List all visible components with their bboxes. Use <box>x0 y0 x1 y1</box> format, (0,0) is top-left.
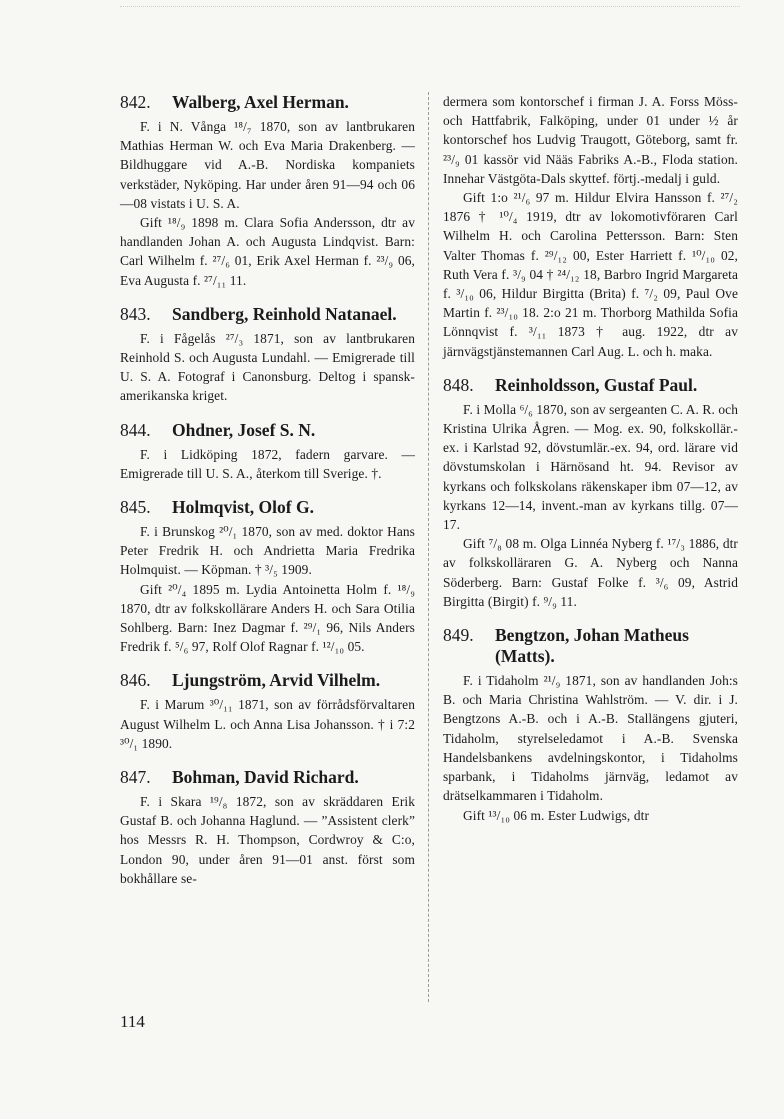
entry-843 <box>120 304 415 406</box>
entry-name: Reinholdsson, Gustaf Paul. <box>495 374 698 395</box>
entry-heading <box>120 420 415 441</box>
entry-number: 847. <box>120 767 151 788</box>
entry-844 <box>120 420 415 483</box>
entry-paragraph: Gift ⁷/₈ 08 m. Olga Linnéa Nyberg f. ¹⁷/₃ 1886, dtr av folkskolläraren G. A. Nyberg och Nanna Söderberg. Barn: Gustaf Folke f. ³/₆ 09, Astrid Birgitta (Birgit) f. ⁹/₉ 11. <box>443 536 738 609</box>
entry-paragraph: Gift ²⁰/₄ 1895 m. Lydia Antoinetta Holm f. ¹⁸/₉ 1870, dtr av folkskollärare Anders H. och Sara Otilia Sohlberg. Barn: Inez Dagmar f. ²⁹/₁ 96, Nils Anders Fredrik f. ⁵/₆ 97, Rolf Olof Ragnar f. ¹²/₁₀ 05. <box>120 581 415 655</box>
entry-paragraph: F. i Fågelås ²⁷/₃ 1871, son av lantbrukaren Reinhold S. och Augusta Lundahl. — Emigrerade till U. S. A. Fotograf i Canonsburg. Deltog i spansk-amerikanska kriget. <box>120 330 415 404</box>
entry-paragraph: Gift ¹³/₁₀ 06 m. Ester Ludwigs, dtr <box>463 807 649 823</box>
entry-number: 843. <box>120 303 151 324</box>
entry-name: Holmqvist, Olof G. <box>172 497 314 518</box>
entry-heading <box>443 375 738 396</box>
entry-845 <box>120 497 415 656</box>
entry-846 <box>120 670 415 753</box>
entry-paragraph: F. i Skara ¹⁹/₈ 1872, son av skräddaren Erik Gustaf B. och Johanna Haglund. — ”Assistent clerk” hos Messrs R. H. Thompson, Cordwroy & C:o, London 90, under åren 91—01 anst. först som bokhållare se- <box>120 794 415 886</box>
entry-paragraph: F. i Molla ⁶/₆ 1870, son av sergeanten C. A. R. och Kristina Ulrika Ågren. — Mog. ex. 90, folkskollär.-ex. i Karlstad 92, dövstumlär.-ex. 94, ord. lärare vid dövstumskolan i Härnösand ht. 94. Revisor av kyrkans och folkskolans räkenskaper ibm 07—12, av kyrkans 12—14, invent.-man av kyrkans tillg. 07—17. <box>443 401 738 533</box>
entry-847 <box>120 767 415 888</box>
entry-paragraph: F. i Brunskog ²⁰/₁ 1870, son av med. doktor Hans Peter Fredrik H. och Andrietta Maria Fredrika Holmquist. — Köpman. † ³/₅ 1909. <box>120 524 415 578</box>
entry-paragraph: F. i Lidköping 1872, fadern garvare. — Emigrerade till U. S. A., återkom till Sverige. †. <box>120 446 415 481</box>
entry-paragraph: F. i N. Vånga ¹⁸/₇ 1870, son av lantbrukaren Mathias Herman W. och Eva Maria Drakenberg. — Bildhuggare vid A.-B. Nordiska kompaniets verkstäder, Nyköping. Har under åren 91—94 och 06—08 vistats i U. S. A. <box>120 119 415 211</box>
entry-heading <box>120 497 415 518</box>
entry-849 <box>443 625 738 825</box>
entry-heading <box>443 625 738 667</box>
left-column <box>120 92 415 902</box>
entry-848 <box>443 375 738 611</box>
entry-heading <box>120 767 415 788</box>
entry-number: 842. <box>120 92 151 112</box>
entry-number: 849. <box>443 625 474 646</box>
entry-name: Walberg, Axel Herman. <box>172 92 349 112</box>
entry-number: 846. <box>120 670 151 691</box>
entry-name: Bohman, David Richard. <box>172 767 359 788</box>
entry-paragraph: Gift 1:o ²¹/₆ 97 m. Hildur Elvira Hansson f. ²⁷/₂ 1876 † ¹⁰/₄ 1919, dtr av lokomotivföraren Carl Wilhelm H. och Carolina Pettersson. Barn: Sten Valter Thomas f. ²⁹/₁₂ 00, Ester Harriett f. ¹⁰/₁₀ 02, Ruth Vera f. ³/₉ 04 † ²⁴/₁₂ 18, Barbro Ingrid Margareta f. ³/₁₀ 06, Hildur Birgitta (Brita) f. ⁷/₂ 09, Paul Ove Martin f. ²³/₁₀ 18. 2:o 21 m. Thorborg Mathilda Sofia Lönnqvist f. ³/₁₁ 1873 † aug. 1922, dtr av järnvägstjänstemannen Carl Aug. L. och h. maka. <box>443 190 738 359</box>
page-edge-line <box>120 6 740 7</box>
column-divider <box>428 92 429 1002</box>
entry-paragraph: dermera som kontorschef i firman J. A. Forss Möss- och Hattfabrik, Falköping, under 01 under ½ år kontorschef hos Ludvig Traugott, Göteborg, samt fr. ²³/₉ 01 kassör vid Nääs Fabriks A.-B., Floda station. Innehar Västgöta-Dals skyttef. förtj.-medalj i guld. <box>443 94 738 186</box>
entry-number: 844. <box>120 419 151 440</box>
entry-847-continuation <box>443 92 738 361</box>
entry-heading <box>120 670 415 691</box>
entry-paragraph: Gift ¹⁸/₉ 1898 m. Clara Sofia Andersson, dtr av handlanden Johan A. och Augusta Lindqvist. Barn: Carl Wilhelm f. ²⁷/₆ 01, Erik Axel Herman f. ²³/₉ 06, Eva Augusta f. ²⁷/₁₁ 11. <box>120 215 415 288</box>
entry-name: Sandberg, Reinhold Natanael. <box>172 303 397 324</box>
entry-paragraph: F. i Marum ³⁰/₁₁ 1871, son av förrådsförvaltaren August Wilhelm L. och Anna Lisa Johansson. † i 7:2 ³⁰/₁ 1890. <box>120 697 415 751</box>
entry-paragraph: F. i Tidaholm ²¹/₉ 1871, son av handlanden Joh:s B. och Maria Christina Wahlström. — V. dir. i J. Bengtzons A.-B. och i A.-B. Stallängens gjuteri, Tidaholm, styrelseledamot i A.-B. Svenska Handelsbankens avdelningskontor, i Tidaholms sparbank, i Tidaholms järnväg, ledamot av drätselkammaren i Tidaholm. <box>443 673 738 804</box>
page-number: 114 <box>120 1012 145 1031</box>
right-column <box>443 92 738 839</box>
entry-heading <box>120 304 415 325</box>
entry-name: Bengtzon, Johan Matheus (Matts). <box>495 625 689 667</box>
entry-number: 848. <box>443 374 474 395</box>
entry-number: 845. <box>120 497 151 518</box>
entry-heading <box>120 92 415 113</box>
entry-name: Ohdner, Josef S. N. <box>172 419 316 440</box>
entry-name: Ljungström, Arvid Vilhelm. <box>172 670 381 691</box>
entry-842 <box>120 92 415 290</box>
